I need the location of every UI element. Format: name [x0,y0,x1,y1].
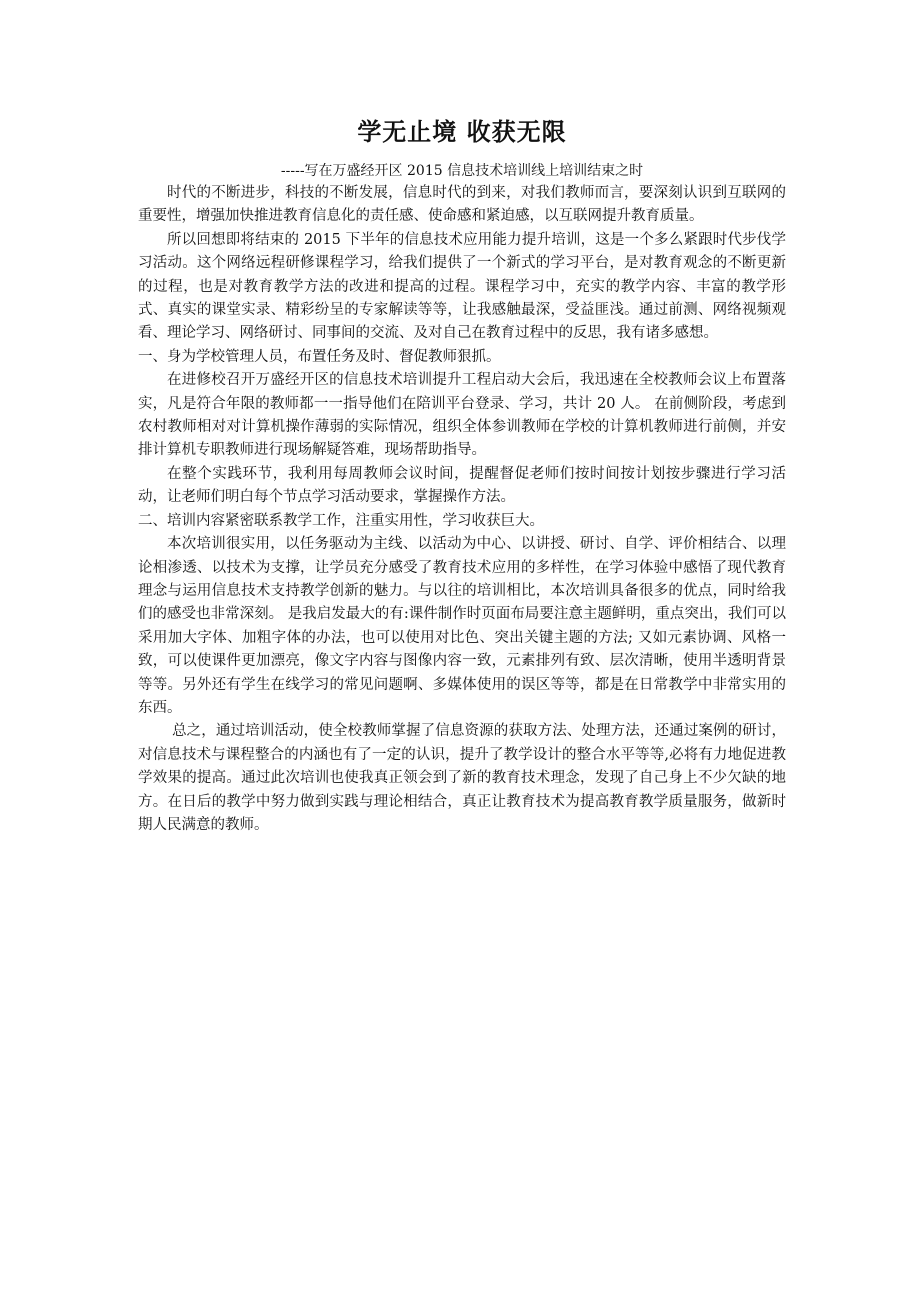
body-paragraph: 时代的不断进步，科技的不断发展，信息时代的到来，对我们教师而言，要深刻认识到互联网的重要性，增强加快推进教育信息化的责任感、使命感和紧迫感，以互联网提升教育质量。 [138,185,786,225]
section-heading: 一、身为学校管理人员，布置任务及时、督促教师狠抓。 [138,348,501,365]
document-page [138,112,786,837]
document-title: 学无止境 收获无限 [357,118,567,146]
document-body [138,182,786,837]
body-paragraph: 在进修校召开万盛经开区的信息技术培训提升工程启动大会后，我迅速在全校教师会议上布置落实，凡是符合年限的教师都一一指导他们在陪训平台登录、学习，共计 20 人。 在前侧阶段，考虑到农村教师相对对计算机操作薄弱的实际情况，组织全体参训教师在学校的计算机教师进行前侧，并安排计算机专职教师进行现场解疑答难，现场帮助指导。 [138,372,786,459]
body-paragraph: 在整个实践环节，我利用每周教师会议时间，提醒督促老师们按时间按计划按步骤进行学习活动，让老师们明白每个节点学习活动要求，掌握操作方法。 [138,465,786,506]
document-subtitle: -----写在万盛经开区 2015 信息技术培训线上培训结束之时 [280,163,644,179]
body-paragraph: 所以回想即将结束的 2015 下半年的信息技术应用能力提升培训，这是一个多么紧跟时代步伐学习活动。这个网络远程研修课程学习，给我们提供了一个新式的学习平台，是对教育观念的不断更新的过程，也是对教育教学方法的改进和提高的过程。课程学习中，充实的教学内容、丰富的教学形式、真实的课堂实录、精彩纷呈的专家解读等等，让我感触最深，受益匪浅。通过前测、网络视频观看、理论学习、网络研讨、同事间的交流、及对自己在教育过程中的反思，我有诸多感想。 [138,231,786,342]
body-paragraph: 总之，通过培训活动，使全校教师掌握了信息资源的获取方法、处理方法，还通过案例的研讨，对信息技术与课程整合的内涵也有了一定的认识，提升了教学设计的整合水平等等,必将有力地促进教学效果的提高。通过此次培训也使我真正领会到了新的教育技术理念，发现了自己身上不少欠缺的地方。在日后的教学中努力做到实践与理论相结合，真正让教育技术为提高教育教学质量服务，做新时期人民满意的教师。 [138,723,786,833]
body-paragraph: 本次培训很实用，以任务驱动为主线、以活动为中心、以讲授、研讨、自学、评价相结合、以理论相渗透、以技术为支撑，让学员充分感受了教育技术应用的多样性，在学习体验中感悟了现代教育理念与运用信息技术支持教学创新的魅力。与以往的培训相比，本次培训具备很多的优点，同时给我们的感受也非常深刻。 是我启发最大的有:课件制作时页面布局要注意主题鲜明，重点突出，我们可以采用加大字体、加粗字体的办法，也可以使用对比色、突出关键主题的方法; 又如元素协调、风格一致，可以使课件更加漂亮，像文字内容与图像内容一致，元素排列有致、层次清晰，使用半透明背景等等。另外还有学生在线学习的常见问题啊、多媒体使用的误区等等，都是在日常教学中非常实用的东西。 [138,536,786,716]
section-heading: 二、培训内容紧密联系教学工作，注重实用性，学习收获巨大。 [138,512,544,529]
